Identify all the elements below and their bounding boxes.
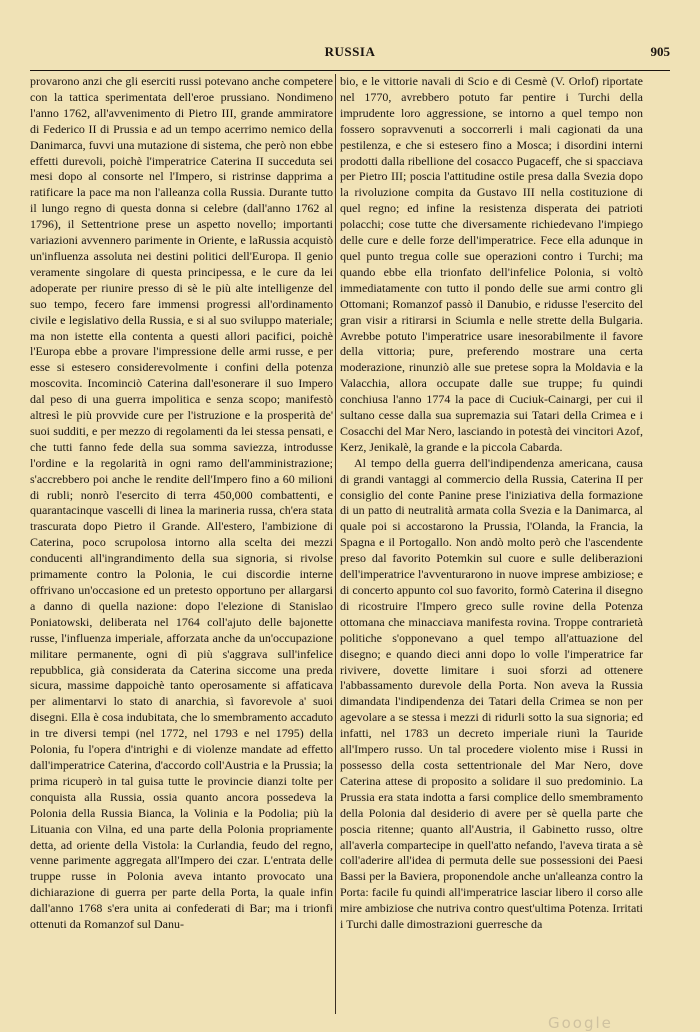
watermark: Google xyxy=(548,1014,613,1032)
paragraph: Al tempo della guerra dell'indipendenza americana, causa di grandi vantaggi al commercio della Russia, Caterina II per consiglio del conte Panine prese l'iniziativa della formazione di un patto di neutralità armata colla Svezia e la Danimarca, al quale poi si accostarono la Prussia, l'Olanda, la Francia, la Spagna e il Portogallo. Non andò molto però che l'ascendente preso dal favorito Potemkin sul cuore e sulle deliberazioni dell'imperatrice l'avventurarono in nuove imprese ambiziose; e di concerto appunto col suo favorito, formò Caterina il disegno di ricostruire l'Impero greco sulle rovine della Potenza ottomana che minacciava manifesta rovina. Troppe contrarietà politiche s'opponevano a quel tempo all'attuazione del disegno; e quando dieci anni dopo lo volle l'imperatrice far rivivere, dovette limitare i suoi sforzi ad ottenere l'abbassamento durevole della Porta. Non aveva la Russia dimandata l'indipendenza dei Tatari della Crimea se non per agevolare a se stessa i mezzi di ridurli sotto la sua signoria; ed infatti, nel 1783 un decreto imperiale riunì la Tauride all'Impero russo. Un tal procedere violento mise i Russi in possesso della costa settentrionale del Mar Nero, dove Caterina attese di proposito a solidare il suo predominio. La Prussia era stata indotta a farsi complice dello smembramento della Polonia dal desiderio di avere per sè quella parte che poscia ritenne; quanto all'Austria, il Gabinetto russo, oltre all'averla compartecipe in quell'atto nefando, l'aveva tirata a sè coll'aderire all'idea di permuta delle sue possessioni dei Paesi Bassi per la Baviera, proponendole anche un'alleanza contro la Porta: facile fu quindi all'imperatrice lasciar libero il corso alle mire ambiziose che nutriva contro quest'ultima Potenza. Irritati i Turchi dalle dimostrazioni guerresche da xyxy=(340,455,643,932)
page-header xyxy=(30,44,670,66)
paragraph: provarono anzi che gli eserciti russi potevano anche competere con la tattica sperimentata dell'eroe prussiano. Nondimeno l'anno 1762, all'avvenimento di Pietro III, grande ammiratore di Federico II di Prussia e ad un tempo acerrimo nemico della Danimarca, fuvvi una mutazione di sistema, che però non ebbe effetti durevoli, poichè l'imperatrice Caterina II succeduta sei mesi dopo al consorte nel l'Impero, si ristrinse dapprima a ratificare la pace ma non l'alleanza colla Russia. Durante tutto il lungo regno di questa donna si celebre (dall'anno 1762 al 1796), il Settentrione prese un aspetto novello; importanti variazioni avvennero parimente in Oriente, e laRussia acquistò un'influenza assoluta nei destini politici dell'Europa. Il genio veramente singolare di questa principessa, e le cure da lei adoperate per riunire presso di sè le più alte intelligenze del suo tempo, fecero fare immensi progressi all'ordinamento civile e legislativo della Russia, e si al suo sviluppo materiale; ma non istette ella contenta a questi allori pacifici, poichè l'Europa ebbe a provare l'impressione delle armi russe, e per esse si estesero considerevolmente i confini della potenza moscovita. Incominciò Caterina dall'esonerare il suo Impero dal peso di una guerra impolitica e senza scopo; manifestò altresì le più provvide cure per l'istruzione e la prosperità de' suoi sudditi, e per mezzo di regolamenti da lei stessa pensati, e che tutti fanno fede della sua somma saviezza, introdusse l'ordine e la regolarità in ogni ramo dell'amministrazione; s'accrebbero poi anche le rendite dell'Impero fino a 60 milioni di rubli; nonrò l'esercito di terra 450,000 combattenti, e quarantacinque vascelli di linea la marineria russa, ch'era stata trascurata dopo Pietro il Grande. All'estero, l'ambizione di Caterina, poco scrupolosa intorno alla scelta dei mezzi conducenti all'ingrandimento della sua signoria, si rivolse primamente contro la Polonia, le cui discordie interne offrivano un'occasione ed un pretesto opportuno per allargarsi a danno di quella nazione: dopo l'elezione di Stanislao Poniatowski, deliberata nel 1764 coll'ajuto delle bajonette russe, l'influenza imperiale, afforzata anche da un'occupazione militare permanente, ogni dì più s'aggrava sull'infelice repubblica, già considerata da Caterina siccome una preda sicura, massime dappoichè tanto operosamente si affaticava per alimentarvi lo stato di anarchia, sì favorevole a' suoi disegni. Ella è cosa indubitata, che lo smembramento accaduto in tre diversi tempi (nel 1772, nel 1793 e nel 1795) della Polonia, fu l'opera d'intrighi e di violenze mandate ad effetto dall'imperatrice Caterina, d'accordo coll'Austria e la Prussia; la prima ricuperò in tal guisa tutte le provincie dianzi tolte per conquista alla Russia, ossia quanto ancora possedeva la Polonia della Russia Bianca, la Volinia e la Podolia; più la Lituania con Vilna, ed una parte della Polonia propriamente detta, ad oriente della Vistola: la Curlandia, feudo del regno, venne parimente aggregata all'Impero dei czar. L'entrata delle truppe russe in Polonia aveva intanto provocato una dichiarazione di guerra per parte della Porta, la quale infin dall'anno 1768 s'era unita ai confederati di Bar; ma i trionfi ottenuti da Romanzof sul Danu- xyxy=(30,74,333,932)
header-rule xyxy=(30,70,670,71)
paragraph: bio, e le vittorie navali di Scio e di Cesmè (V. Orlof) riportate nel 1770, avrebbero potuto far pentire i Turchi della imprudente loro aggressione, se intorno a quel tempo non fossero sopravvenuti a soccorrerli i mali cagionati da una pestilenza, e che si estesero fino a Mosca; i disordini interni prodotti dalla ribellione del cosacco Pugaceff, che si spacciava per Pietro III; poscia l'attitudine ostile presa dalla Svezia dopo la rivoluzione compita da Gustavo III nella costituzione di quel regno; ed infine la resistenza disperata dei patrioti polacchi; cose tutte che diversamente richiedevano l'impiego delle cure e delle forze dell'imperatrice. Fece ella adunque in quel punto tregua colle sue operazioni contro i Turchi; ma quando ebbe ella trionfato dell'infelice Polonia, si voltò immediatamente con tutto il pondo delle sue armi contro gli Ottomani; Romanzof passò il Danubio, e ridusse l'esercito del gran visir a ritirarsi in Sciumla e nelle strette della Bulgaria. Avrebbe potuto l'imperatrice usare inesorabilmente il favore della vittoria; pure, preferendo mostrare una certa moderazione, rinunziò alle sue pretese sopra la Moldavia e la Valacchia, allora occupate dalle sue truppe; fu quindi conchiusa l'anno 1774 la pace di Cuciuk-Cainargi, per cui il sultano cesse dalla sua supremazia sui Tatari della Crimea e i Cosacchi del Mar Nero, lasciando in potestà dei vincitori Azof, Kerz, Jenikalè, la grande e la piccola Cabarda. xyxy=(340,74,643,454)
page-number: 905 xyxy=(650,44,670,59)
left-column xyxy=(30,74,333,1014)
running-title: RUSSIA xyxy=(324,44,376,59)
right-column xyxy=(340,74,643,1014)
column-divider xyxy=(335,74,336,1014)
